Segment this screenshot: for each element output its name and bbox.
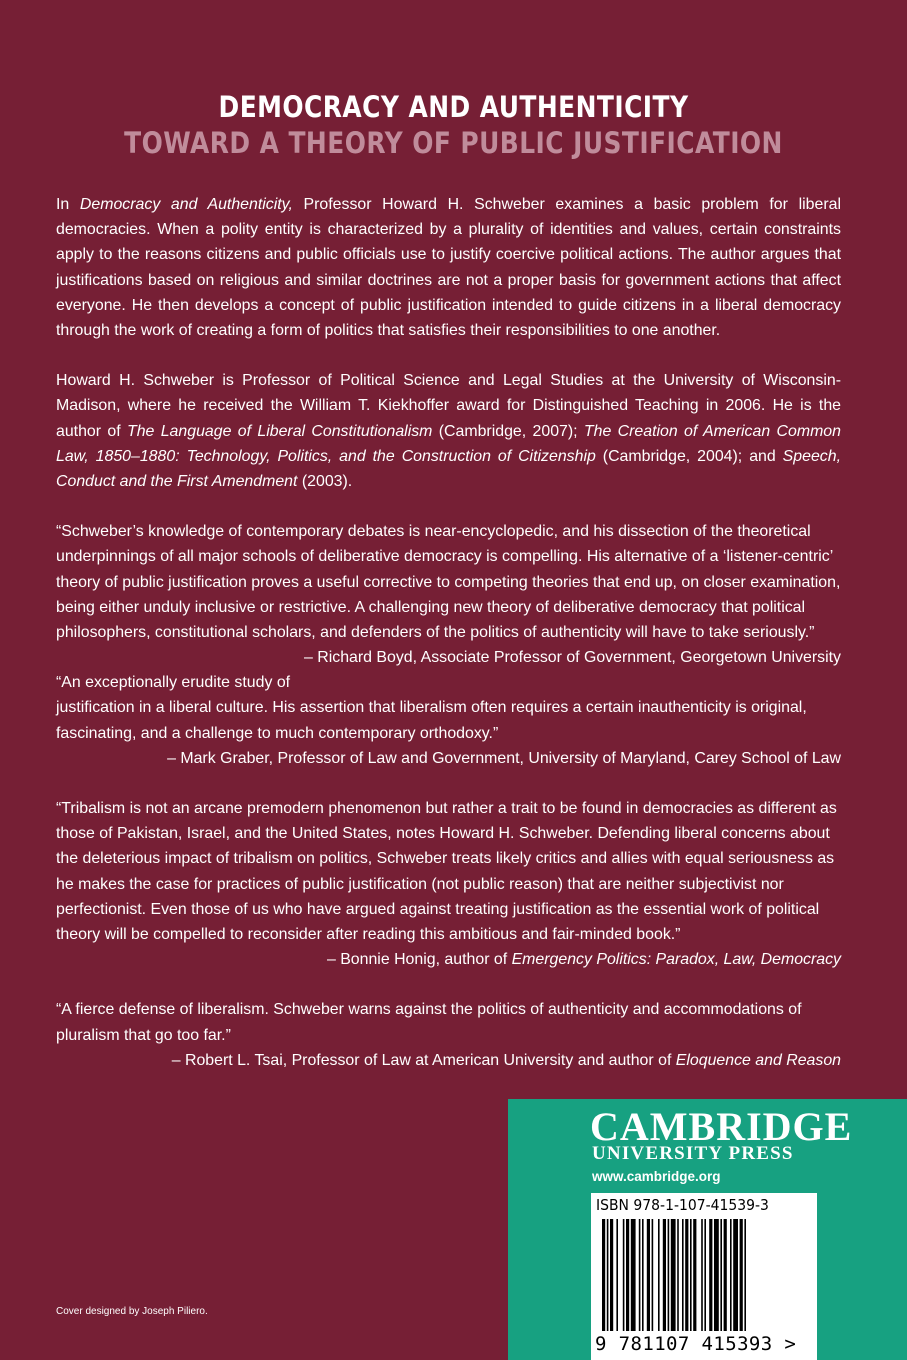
review-3-quote: “Tribalism is not an arcane premodern phenomenon but rather a trait to be found in democracies as different as those of Pakistan, Israel, and the United States, notes Howard H. Schweber. Defending liberal concerns about the deleterious impact of tribalism on politics, Schweber treats likely critics and allies with equal seriousness as he makes the case for practices of public justification (not public reason) that are neither subjectivist nor perfectionist. Even those of us who have argued against treating justification as the essential work of political theory will be compelled to reconsider after reading this ambitious and fair-minded book.”: [56, 800, 837, 944]
review-4-quote: “A fierce defense of liberalism. Schweber warns against the politics of authenticity and accommodations of pluralism that go too far.”: [56, 1001, 802, 1044]
ean-number: 9 781107 415393 >: [595, 1333, 797, 1355]
review-4-attribution: [56, 1048, 841, 1073]
barcode-bar: [652, 1219, 654, 1331]
barcode-bar: [720, 1219, 722, 1331]
review-3-attribution-book: Emergency Politics: Paradox, Law, Democracy: [511, 951, 841, 969]
barcode-bar: [677, 1219, 679, 1331]
barcode-bar: [602, 1219, 605, 1331]
barcode-bar: [663, 1219, 666, 1331]
barcode-bar: [714, 1219, 719, 1331]
review-2-quote: “An exceptionally erudite study of justification in a liberal culture. His assertion that liberalism often requires a certain inauthenticity is original, fascinating, and a challenge to much contemporary orthodoxy.”: [56, 674, 807, 742]
isbn-number: ISBN 978-1-107-41539-3: [596, 1196, 769, 1214]
bio-text-1: Howard H. Schweber is Professor of Political Science and Legal Studies at the University of Wisconsin-Madison, where he received the William T. Kiekhoffer award for Distinguished Teaching in 2006. He is the author of: [56, 372, 841, 440]
review-4-attribution-text: – Robert L. Tsai, Professor of Law at American University and author of: [171, 1051, 676, 1069]
cover-credit: Cover designed by Joseph Piliero.: [56, 1306, 208, 1317]
bio-book-2: The Creation of American Common Law, 1850–1880: Technology, Politics, and the Construction of Citizenship: [56, 422, 841, 465]
barcode-bar: [647, 1219, 650, 1331]
barcode-bar: [701, 1219, 703, 1331]
publisher-name: CAMBRIDGE: [590, 1104, 853, 1149]
bio-text-3: (Cambridge, 2004); and: [595, 447, 783, 465]
barcode-bar: [639, 1219, 641, 1331]
barcode-bar: [724, 1219, 727, 1331]
review-1-attribution: – Richard Boyd, Associate Professor of Government, Georgetown University: [304, 649, 841, 667]
barcode-box: [591, 1193, 817, 1360]
barcode-bar: [658, 1219, 660, 1331]
barcode-icon: [602, 1219, 808, 1331]
barcode-bar: [626, 1219, 629, 1331]
description-book-title: Democracy and Authenticity,: [79, 196, 293, 213]
bio-book-3: Speech, Conduct and the First Amendment: [56, 447, 841, 491]
barcode-bar: [616, 1219, 618, 1331]
barcode-bar: [709, 1219, 712, 1331]
publisher-url: www.cambridge.org: [592, 1169, 721, 1184]
publisher-press: UNIVERSITY PRESS: [592, 1143, 794, 1164]
review-2-attribution: – Mark Graber, Professor of Law and Government, University of Maryland, Carey School of Law: [167, 749, 841, 767]
barcode-bar: [668, 1219, 670, 1331]
barcode-bar: [733, 1219, 738, 1331]
barcode-bar: [740, 1219, 743, 1331]
barcode-bar: [693, 1219, 696, 1331]
review-1-quote: “Schweber’s knowledge of contemporary debates is near-encyclopedic, and his dissection of the theoretical underpinnings of all major schools of deliberative democracy is compelling. His alternative of a ‘listener-centric’ theory of public justification proves a useful corrective to competing theories that end up, on closer examination, being either unduly inclusive or restrictive. A challenging new theory of deliberative democracy that political philosophers, constitutional scholars, and defenders of the politics of authenticity will have to take seriously.”: [56, 523, 841, 642]
barcode-bar: [607, 1219, 609, 1331]
bio-text-4: (2003).: [297, 473, 353, 491]
barcode-bar: [631, 1219, 636, 1331]
review-quote: [56, 796, 841, 972]
back-cover-text: [56, 192, 841, 1098]
book-subtitle: TOWARD A THEORY OF PUBLIC JUSTIFICATION: [124, 126, 783, 160]
barcode-bar: [690, 1219, 692, 1331]
barcode-bar: [610, 1219, 613, 1331]
publisher-panel: [508, 1099, 907, 1360]
bio-book-1: The Language of Liberal Constitutionalism: [127, 422, 433, 440]
bio-text-2: (Cambridge, 2007);: [432, 422, 584, 440]
barcode-bar: [623, 1219, 625, 1331]
barcode-bar: [685, 1219, 688, 1331]
description-paragraph: [56, 192, 841, 343]
barcode-bar: [744, 1219, 746, 1331]
barcode-bar: [704, 1219, 706, 1331]
review-quote: [56, 519, 841, 667]
book-title: DEMOCRACY AND AUTHENTICITY: [218, 90, 689, 124]
barcode-bar: [642, 1219, 644, 1331]
review-quote: [56, 670, 841, 771]
description-text: Professor Howard H. Schweber examines a basic problem for liberal democracies. When a polity entity is characterized by a plurality of identities and values, certain constraints apply to the reasons citizens and public officials use to justify coercive political actions. The author argues that justifications based on religious and similar doctrines are not a proper basis for government actions that affect everyone. He then develops a concept of public justification intended to guide citizens in a liberal democracy through the work of creating a form of politics that satisfies their responsibilities to one another.: [56, 196, 841, 340]
review-3-attribution-text: – Bonnie Honig, author of: [326, 951, 512, 969]
review-4-attribution-book: Eloquence and Reason: [675, 1051, 841, 1069]
barcode-bar: [671, 1219, 676, 1331]
author-bio-paragraph: [56, 368, 841, 494]
barcode-bar: [730, 1219, 732, 1331]
description-lead: In: [56, 196, 80, 213]
review-quote: [56, 997, 841, 1073]
barcode-bar: [682, 1219, 684, 1331]
review-3-attribution: [56, 947, 841, 972]
title-block: [0, 88, 907, 162]
